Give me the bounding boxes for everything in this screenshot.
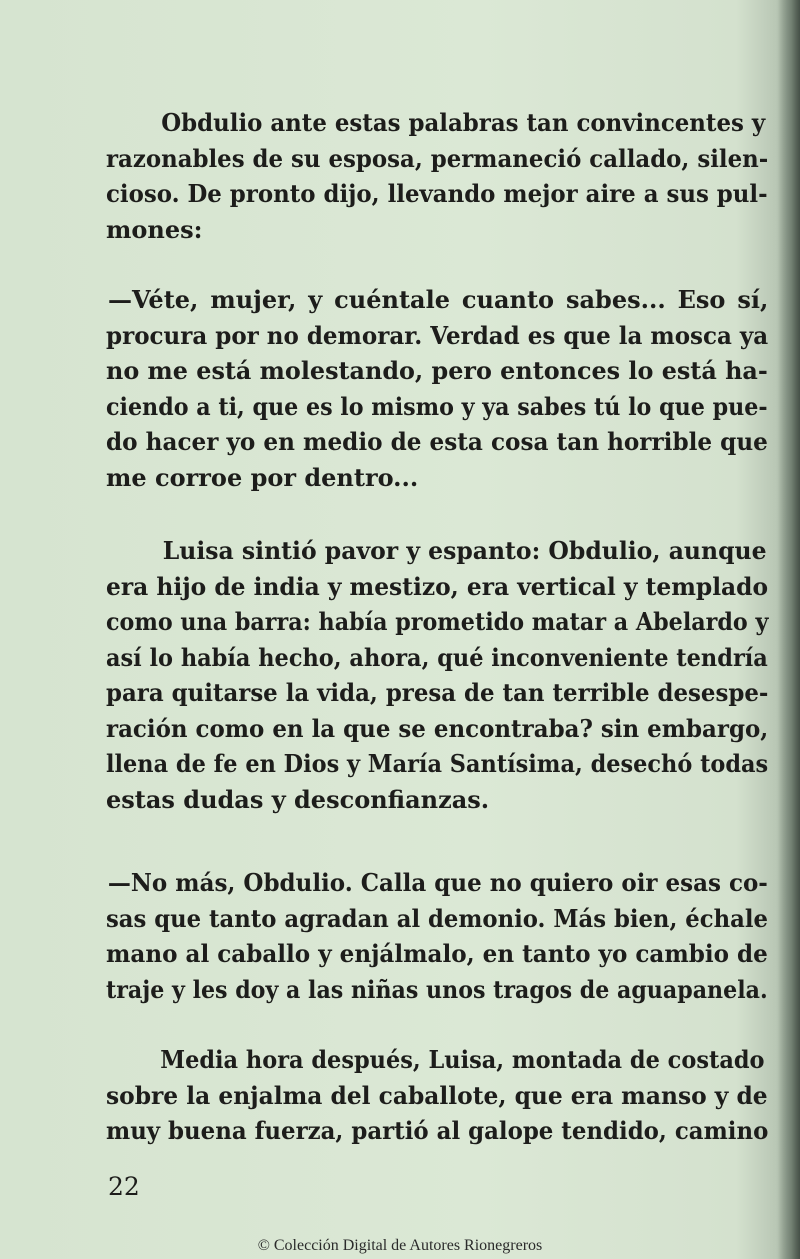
text-line: mano al caballo y enjálmalo, en tanto yo cambio de (106, 939, 768, 968)
text-line: traje y les doy a las niñas unos tragos de aguapanela. (106, 974, 768, 1004)
text-line: era hijo de india y mestizo, era vertical y templado (106, 571, 769, 601)
text-line: no me está molestando, pero entonces lo está ha- (106, 356, 768, 385)
paragraph-5 (106, 1042, 768, 1149)
page-text (106, 105, 768, 1149)
text-line: mones: (106, 214, 203, 244)
text-line: como una barra: había prometido matar a Abelardo y (106, 607, 769, 636)
text-line: do hacer yo en medio de esta cosa tan horrible que (106, 427, 768, 456)
page-number: 22 (108, 1172, 140, 1201)
text-line: muy buena fuerza, partió al galope tendido, camino (106, 1116, 769, 1145)
paragraph-4 (106, 865, 768, 1007)
text-line: ciendo a ti, que es lo mismo y ya sabes tú lo que pue- (106, 391, 768, 421)
text-line: —Véte, mujer, y cuéntale cuanto sabes... Eso sí, (108, 285, 769, 314)
paragraph-1 (106, 105, 768, 247)
text-line: sas que tanto agradan al demonio. Más bien, échale (106, 903, 768, 933)
text-line: Obdulio ante estas palabras tan convincentes y (161, 108, 766, 137)
text-line: así lo había hecho, ahora, qué inconveniente tendría (106, 642, 768, 672)
text-line: Media hora después, Luisa, montada de costado (160, 1045, 765, 1074)
copyright-footer: © Colección Digital de Autores Rionegreros (257, 1237, 543, 1254)
paragraph-3 (106, 533, 768, 817)
paragraph-2 (106, 282, 768, 495)
text-line: procura por no demorar. Verdad es que la mosca ya (106, 320, 769, 350)
text-line: cioso. De pronto dijo, llevando mejor aire a sus pul- (106, 179, 768, 208)
text-line: me corroe por dentro... (106, 462, 419, 492)
text-line: estas dudas y desconfianzas. (106, 784, 490, 814)
text-line: sobre la enjalma del caballote, que era manso y de (106, 1080, 768, 1110)
text-line: llena de fe en Dios y María Santísima, desechó todas (106, 749, 769, 778)
page-edge-shadow (778, 0, 800, 1259)
text-line: ración como en la que se encontraba? sin embargo, (106, 713, 769, 743)
text-line: —No más, Obdulio. Calla que no quiero oir esas co- (107, 868, 768, 897)
text-line: para quitarse la vida, presa de tan terrible desespe- (106, 678, 769, 707)
text-line: Luisa sintió pavor y espanto: Obdulio, aunque (162, 536, 767, 565)
text-line: razonables de su esposa, permaneció callado, silen- (106, 143, 769, 173)
